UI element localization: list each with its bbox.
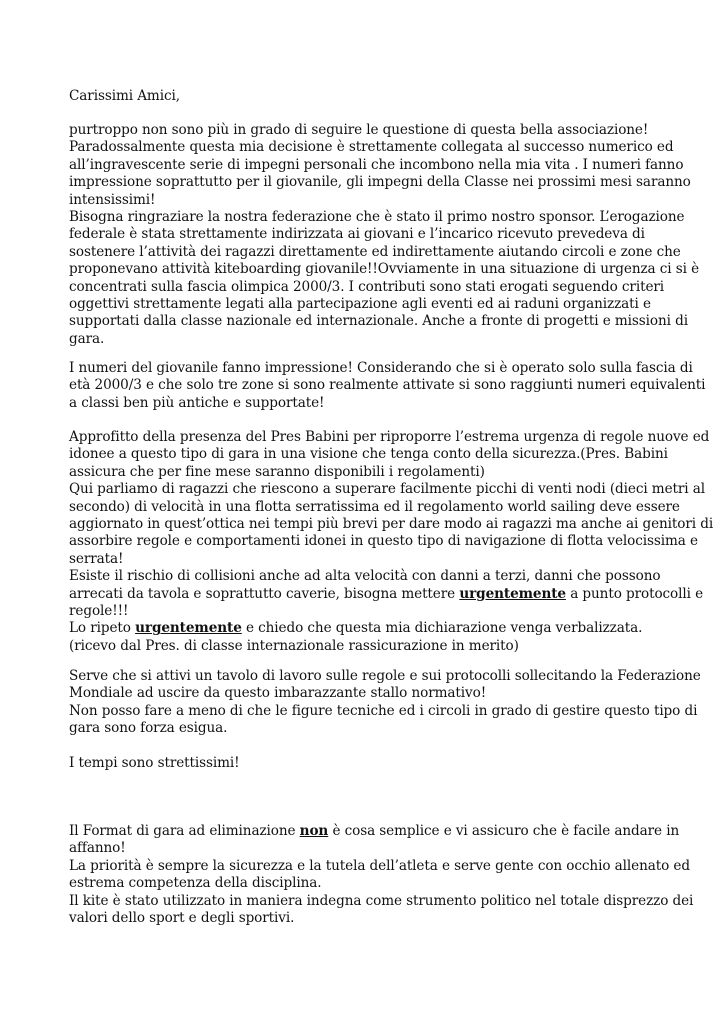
emphasis-non: non: [299, 823, 329, 839]
paragraph-1-line: intensissimi!: [69, 191, 156, 208]
paragraph-3-line: assorbire regole e comportamenti idonei in questo tipo di navigazione di flotta velocissima e: [69, 533, 698, 550]
paragraph-1-line: Paradossalmente questa mia decisione è strettamente collegata al successo numerico ed: [69, 139, 674, 156]
paragraph-6-line: affanno!: [69, 840, 126, 857]
paragraph-1-line: impressione soprattutto per il giovanile, gli impegni della Classe nei prossimi mesi saranno: [69, 174, 691, 191]
paragraph-3-line: Approfitto della presenza del Pres Babini per riproporre l’estrema urgenza di regole nuove ed: [69, 429, 710, 445]
paragraph-1-line: Bisogna ringraziare la nostra federazione che è stato il primo nostro sponsor. L’erogazione: [69, 209, 685, 226]
paragraph-1: [69, 122, 700, 348]
paragraph-3-line-repeat: [69, 620, 669, 637]
paragraph-3-line-urgent: [69, 585, 704, 603]
paragraph-4: [69, 668, 701, 738]
text-run: arrecati da tavola e soprattutto caverie, bisogna mettere: [69, 585, 460, 602]
paragraph-1-line: oggettivi strettamente legati alla partecipazione agli eventi ed ai raduni organizzati e: [69, 296, 651, 313]
emphasis-urgentemente: urgentemente: [135, 620, 242, 637]
paragraph-6: [69, 823, 694, 927]
paragraph-4-line: Mondiale ad uscire da questo imbarazzante stallo normativo!: [69, 685, 487, 702]
paragraph-3-line: idonee a questo tipo di gara in una visione che tenga conto della sicurezza.(Pres. Babini: [69, 446, 668, 463]
paragraph-6-line-format: [69, 823, 680, 840]
paragraph-1-line: federale è stata strettamente indirizzata ai giovani e l’incarico ricevuto prevedeva di: [69, 226, 645, 243]
paragraph-3-line: Esiste il rischio di collisioni anche ad alta velocità con danni a terzi, danni che possono: [69, 568, 661, 585]
paragraph-4-line: gara sono forza esigua.: [69, 720, 228, 737]
text-run: è cosa semplice e vi assicuro che è facile andare in: [328, 823, 680, 839]
paragraph-2-line: a classi ben più antiche e supportate!: [69, 394, 325, 411]
text-run: e chiedo che questa mia dichiarazione venga verbalizzata.: [241, 620, 643, 637]
paragraph-1-line: proponevano attività kiteboarding giovanile!!Ovviamente in una situazione di urgenza ci si è: [69, 261, 700, 278]
paragraph-1-line: supportati dalla classe nazionale ed internazionale. Anche a fronte di progetti e missioni di: [69, 313, 688, 330]
paragraph-1-line: all’ingravescente serie di impegni personali che incombono nella mia vita . I numeri fanno: [69, 156, 684, 173]
paragraph-3-line: assicura che per fine mese saranno disponibili i regolamenti): [69, 463, 485, 480]
text-run: Lo ripeto: [69, 620, 136, 637]
paragraph-3-line: aggiornato in quest’ottica nei tempi più brevi per dare modo ai ragazzi ma anche ai genitori di: [69, 516, 714, 533]
paragraph-2: [69, 360, 706, 412]
greeting: [69, 88, 669, 105]
paragraph-1-line: concentrati sulla fascia olimpica 2000/3. I contributi sono stati erogati seguendo criteri: [69, 278, 665, 295]
paragraph-1-line: gara.: [69, 330, 105, 347]
paragraph-1-line: sostenere l’attività dei ragazzi direttamente ed indirettamente aiutando circoli e zone che: [69, 243, 681, 260]
text-run: a punto protocolli e: [565, 585, 704, 602]
paragraph-4-line: Serve che si attivi un tavolo di lavoro sulle regole e sui protocolli sollecitando la Federazione: [69, 668, 701, 684]
paragraph-3-line: serrata!: [69, 550, 124, 567]
paragraph-4-line: Non posso fare a meno di che le figure tecniche ed i circoli in grado di gestire questo tipo di: [69, 702, 698, 719]
paragraph-3: [69, 429, 714, 655]
greeting-line: Carissimi Amici,: [69, 88, 180, 104]
paragraph-2-line: età 2000/3 e che solo tre zone si sono realmente attivate si sono raggiunti numeri equivalenti: [69, 377, 706, 394]
paragraph-6-line: valori dello sport e degli sportivi.: [69, 910, 295, 927]
emphasis-urgentemente: urgentemente: [459, 585, 566, 602]
paragraph-1-line: purtroppo non sono più in grado di seguire le questione di questa bella associazione!: [69, 122, 649, 138]
text-run: Il Format di gara ad eliminazione: [69, 823, 300, 839]
paragraph-2-line: I numeri del giovanile fanno impressione! Considerando che si è operato solo sulla fascia di: [69, 360, 693, 376]
paragraph-3-line: regole!!!: [69, 603, 129, 620]
paragraph-3-line: secondo) di velocità in una flotta serratissima ed il regolamento world sailing deve essere: [69, 498, 680, 515]
paragraph-6-line: Il kite è stato utilizzato in maniera indegna come strumento politico nel totale disprezzo dei: [69, 892, 694, 909]
paragraph-3-line: (ricevo dal Pres. di classe internazionale rassicurazione in merito): [69, 637, 519, 654]
paragraph-5: [69, 755, 669, 772]
paragraph-6-line: estrema competenza della disciplina.: [69, 875, 322, 892]
paragraph-3-line: Qui parliamo di ragazzi che riescono a superare facilmente picchi di venti nodi (dieci metri al: [69, 481, 706, 498]
paragraph-6-line: La priorità è sempre la sicurezza e la tutela dell’atleta e serve gente con occhio allenato ed: [69, 857, 690, 874]
paragraph-5-line: I tempi sono strettissimi!: [69, 755, 240, 771]
